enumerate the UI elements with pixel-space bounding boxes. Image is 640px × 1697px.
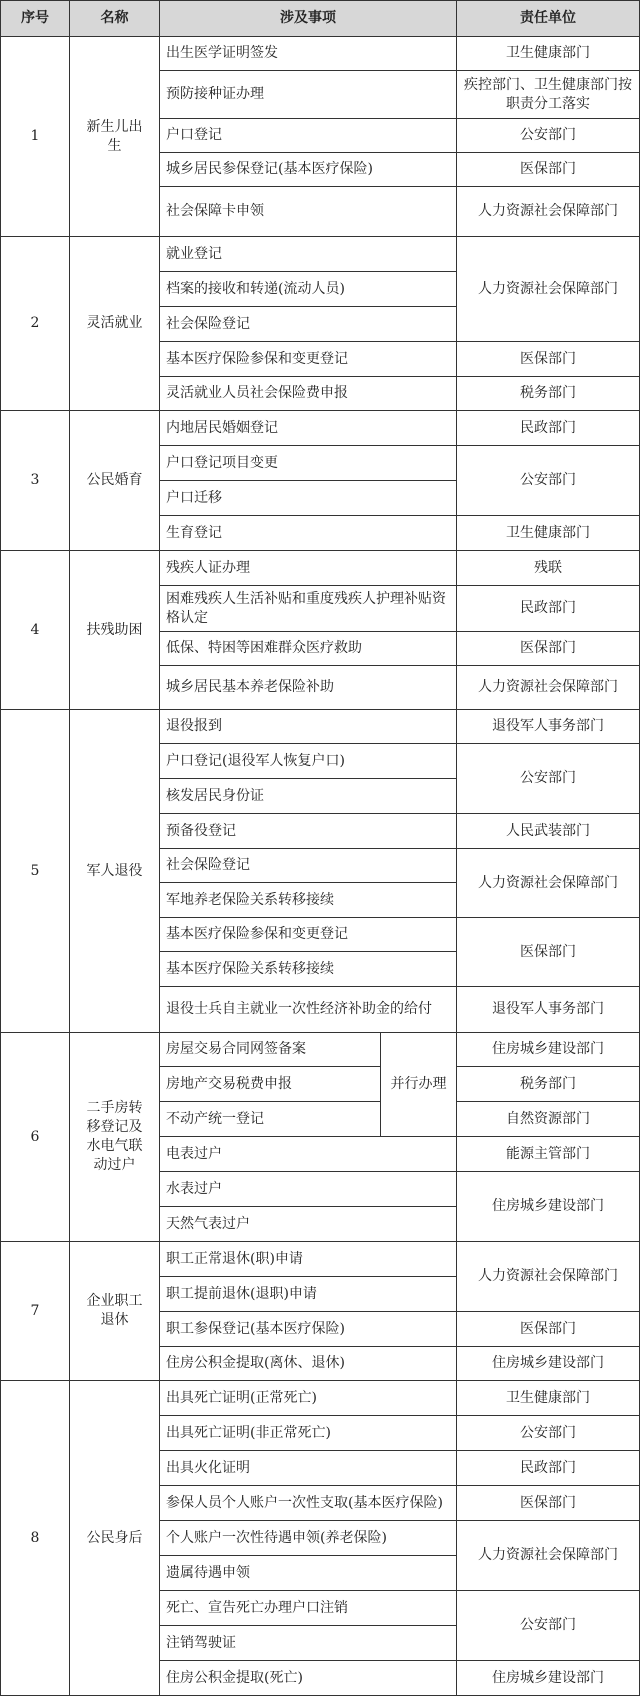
group-name: 企业职工退休	[70, 1242, 160, 1381]
matter-cell: 档案的接收和转递(流动人员)	[160, 272, 457, 307]
group-seq: 6	[1, 1033, 70, 1242]
matter-cell: 房地产交易税费申报	[160, 1067, 381, 1102]
unit-cell: 人力资源社会保障部门	[457, 1242, 640, 1312]
unit-cell: 退役军人事务部门	[457, 710, 640, 744]
matter-cell: 出具死亡证明(非正常死亡)	[160, 1416, 457, 1451]
header-seq: 序号	[1, 1, 70, 37]
unit-cell: 住房城乡建设部门	[457, 1033, 640, 1067]
unit-cell: 医保部门	[457, 153, 640, 187]
unit-cell: 民政部门	[457, 411, 640, 446]
group-name: 新生儿出生	[70, 37, 160, 237]
unit-cell: 疾控部门、卫生健康部门按职责分工落实	[457, 71, 640, 119]
unit-cell: 医保部门	[457, 1312, 640, 1347]
group-name: 灵活就业	[70, 237, 160, 411]
matter-cell: 个人账户一次性待遇申领(养老保险)	[160, 1521, 457, 1556]
matter-cell: 低保、特困等困难群众医疗救助	[160, 632, 457, 666]
group-seq: 2	[1, 237, 70, 411]
group-name: 二手房转移登记及水电气联动过户	[70, 1033, 160, 1242]
matter-cell: 基本医疗保险关系转移接续	[160, 952, 457, 987]
header-row	[1, 1, 640, 37]
group-seq: 3	[1, 411, 70, 551]
table-row	[1, 37, 640, 71]
matter-cell: 职工参保登记(基本医疗保险)	[160, 1312, 457, 1347]
unit-cell: 医保部门	[457, 632, 640, 666]
matter-cell: 基本医疗保险参保和变更登记	[160, 342, 457, 377]
matter-cell: 死亡、宣告死亡办理户口注销	[160, 1591, 457, 1626]
matter-cell: 社会保险登记	[160, 307, 457, 342]
group-seq: 5	[1, 710, 70, 1033]
unit-cell: 人力资源社会保障部门	[457, 187, 640, 237]
unit-cell: 公安部门	[457, 1591, 640, 1661]
matter-cell: 就业登记	[160, 237, 457, 272]
group-name: 公民身后	[70, 1381, 160, 1696]
unit-cell: 退役军人事务部门	[457, 987, 640, 1033]
unit-cell: 医保部门	[457, 918, 640, 987]
matter-cell: 户口登记	[160, 119, 457, 153]
matter-cell: 遗属待遇申领	[160, 1556, 457, 1591]
matter-cell: 注销驾驶证	[160, 1626, 457, 1661]
matter-cell: 住房公积金提取(离休、退休)	[160, 1347, 457, 1381]
matter-cell: 出具死亡证明(正常死亡)	[160, 1381, 457, 1416]
matter-cell: 基本医疗保险参保和变更登记	[160, 918, 457, 952]
unit-cell: 住房城乡建设部门	[457, 1172, 640, 1242]
unit-cell: 人力资源社会保障部门	[457, 849, 640, 918]
matter-cell: 天然气表过户	[160, 1207, 457, 1242]
group-name: 扶残助困	[70, 551, 160, 710]
unit-cell: 残联	[457, 551, 640, 586]
matter-cell: 户口登记(退役军人恢复户口)	[160, 744, 457, 779]
unit-cell: 卫生健康部门	[457, 37, 640, 71]
matter-cell: 生育登记	[160, 516, 457, 551]
unit-cell: 公安部门	[457, 1416, 640, 1451]
unit-cell: 人力资源社会保障部门	[457, 1521, 640, 1591]
header-unit: 责任单位	[457, 1, 640, 37]
group-seq: 8	[1, 1381, 70, 1696]
unit-cell: 自然资源部门	[457, 1102, 640, 1137]
unit-cell: 卫生健康部门	[457, 1381, 640, 1416]
matter-cell: 户口登记项目变更	[160, 446, 457, 481]
unit-cell: 人力资源社会保障部门	[457, 666, 640, 710]
matter-cell: 户口迁移	[160, 481, 457, 516]
parallel-note: 并行办理	[381, 1033, 457, 1137]
matter-cell: 出具火化证明	[160, 1451, 457, 1486]
matter-cell: 社会保险登记	[160, 849, 457, 883]
unit-cell: 公安部门	[457, 744, 640, 814]
table-row	[1, 710, 640, 744]
unit-cell: 医保部门	[457, 1486, 640, 1521]
unit-cell: 公安部门	[457, 119, 640, 153]
matter-cell: 职工正常退休(职)申请	[160, 1242, 457, 1277]
unit-cell: 民政部门	[457, 586, 640, 632]
unit-cell: 民政部门	[457, 1451, 640, 1486]
unit-cell: 税务部门	[457, 1067, 640, 1102]
matter-cell: 退役士兵自主就业一次性经济补助金的给付	[160, 987, 457, 1033]
table-row	[1, 411, 640, 446]
group-seq: 7	[1, 1242, 70, 1381]
header-name: 名称	[70, 1, 160, 37]
matter-cell: 灵活就业人员社会保险费申报	[160, 377, 457, 411]
matter-cell: 城乡居民参保登记(基本医疗保险)	[160, 153, 457, 187]
matter-cell: 困难残疾人生活补贴和重度残疾人护理补贴资格认定	[160, 586, 457, 632]
matter-cell: 军地养老保险关系转移接续	[160, 883, 457, 918]
table-row	[1, 237, 640, 272]
header-matters: 涉及事项	[160, 1, 457, 37]
matter-cell: 参保人员个人账户一次性支取(基本医疗保险)	[160, 1486, 457, 1521]
matter-cell: 残疾人证办理	[160, 551, 457, 586]
table-row	[1, 1242, 640, 1277]
table-row	[1, 551, 640, 586]
matter-cell: 城乡居民基本养老保险补助	[160, 666, 457, 710]
matter-cell: 水表过户	[160, 1172, 457, 1207]
unit-cell: 住房城乡建设部门	[457, 1347, 640, 1381]
matter-cell: 退役报到	[160, 710, 457, 744]
unit-cell: 公安部门	[457, 446, 640, 516]
unit-cell: 人力资源社会保障部门	[457, 237, 640, 342]
group-name: 军人退役	[70, 710, 160, 1033]
matter-cell: 电表过户	[160, 1137, 457, 1172]
group-seq: 1	[1, 37, 70, 237]
unit-cell: 人民武装部门	[457, 814, 640, 849]
matter-cell: 核发居民身份证	[160, 779, 457, 814]
matter-cell: 房屋交易合同网签备案	[160, 1033, 381, 1067]
matter-cell: 职工提前退休(退职)申请	[160, 1277, 457, 1312]
matter-cell: 内地居民婚姻登记	[160, 411, 457, 446]
matter-cell: 预防接种证办理	[160, 71, 457, 119]
matter-cell: 社会保障卡申领	[160, 187, 457, 237]
matter-cell: 预备役登记	[160, 814, 457, 849]
unit-cell: 税务部门	[457, 377, 640, 411]
group-seq: 4	[1, 551, 70, 710]
group-name: 公民婚育	[70, 411, 160, 551]
matter-cell: 出生医学证明签发	[160, 37, 457, 71]
unit-cell: 医保部门	[457, 342, 640, 377]
table-row	[1, 1033, 640, 1067]
unit-cell: 卫生健康部门	[457, 516, 640, 551]
table-row	[1, 1381, 640, 1416]
unit-cell: 住房城乡建设部门	[457, 1661, 640, 1696]
matter-cell: 住房公积金提取(死亡)	[160, 1661, 457, 1696]
unit-cell: 能源主管部门	[457, 1137, 640, 1172]
matter-cell: 不动产统一登记	[160, 1102, 381, 1137]
